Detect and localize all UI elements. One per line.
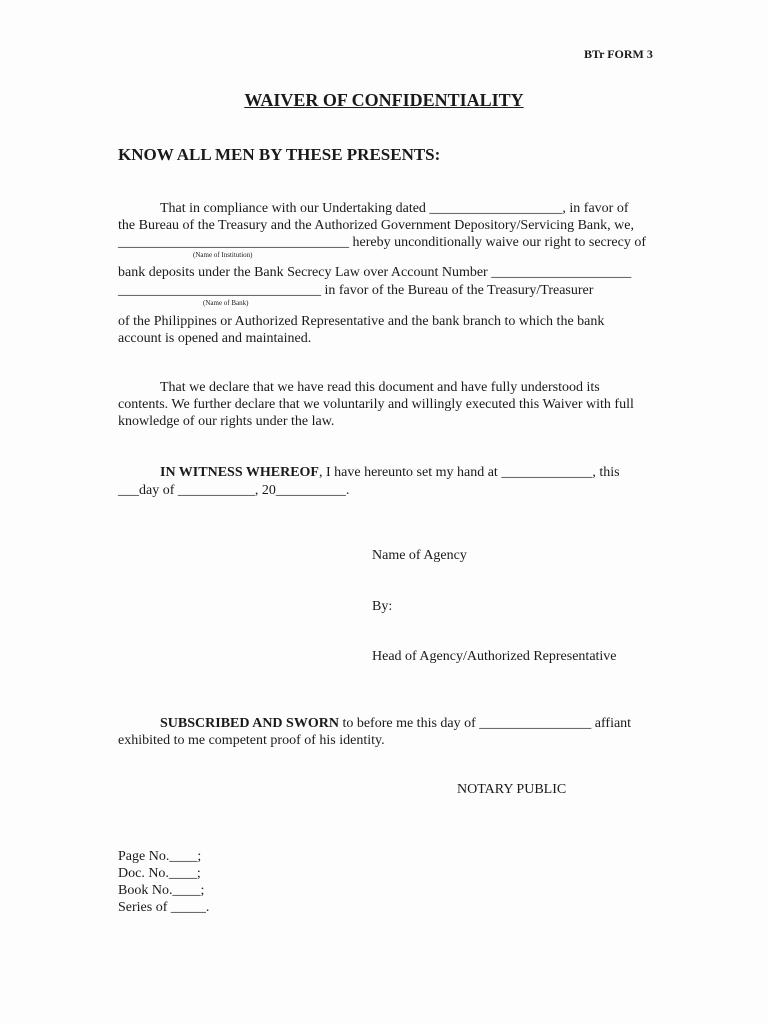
paragraph2-line2: contents. We further declare that we voluntarily and willingly executed this Waiver with full xyxy=(118,397,634,412)
paragraph1-line7: account is opened and maintained. xyxy=(118,331,312,346)
series-field: Series of _____. xyxy=(118,900,210,915)
page-title: WAIVER OF CONFIDENTIALITY xyxy=(244,90,524,110)
institution-caption: (Name of Institution) xyxy=(193,251,253,259)
sworn-line2: exhibited to me competent proof of his identity. xyxy=(118,733,385,748)
paragraph1-line4: bank deposits under the Bank Secrecy Law over Account Number ____________________ xyxy=(118,265,632,280)
opening-heading: KNOW ALL MEN BY THESE PRESENTS: xyxy=(118,145,441,164)
paragraph2-line1: That we declare that we have read this document and have fully understood its xyxy=(160,380,600,395)
notary-public-label: NOTARY PUBLIC xyxy=(457,782,567,797)
paragraph1-line3: _________________________________ hereby unconditionally waive our right to secrecy of xyxy=(118,235,647,250)
paragraph2-line3: knowledge of our rights under the law. xyxy=(118,414,335,429)
witness-line1 xyxy=(160,465,620,481)
head-of-agency-label: Head of Agency/Authorized Representative xyxy=(372,649,617,664)
paragraph1-line2: the Bureau of the Treasury and the Authorized Government Depository/Servicing Bank, we, xyxy=(118,218,634,233)
paragraph1-line5: _____________________________ in favor of the Bureau of the Treasury/Treasurer xyxy=(118,283,594,298)
witness-line1-text: , I have hereunto set my hand at _____________, this xyxy=(318,465,620,480)
doc-number-field: Doc. No.____; xyxy=(118,866,201,881)
form-number: BTr FORM 3 xyxy=(584,47,653,61)
by-label: By: xyxy=(372,599,393,614)
sworn-line1-text: to before me this day of ________________ affiant xyxy=(338,716,632,731)
bank-caption: (Name of Bank) xyxy=(203,299,249,307)
sworn-line1 xyxy=(160,716,631,732)
paragraph1-line1: That in compliance with our Undertaking dated ___________________, in favor of xyxy=(160,201,629,216)
sworn-heading: SUBSCRIBED AND SWORN xyxy=(160,716,339,731)
book-number-field: Book No.____; xyxy=(118,883,205,898)
witness-heading: IN WITNESS WHEREOF xyxy=(160,465,319,480)
witness-line2: ___day of ___________, 20__________. xyxy=(118,483,350,498)
paragraph1-line6: of the Philippines or Authorized Representative and the bank branch to which the bank xyxy=(118,314,605,329)
agency-name-label: Name of Agency xyxy=(372,548,467,563)
page-number-field: Page No.____; xyxy=(118,849,202,864)
